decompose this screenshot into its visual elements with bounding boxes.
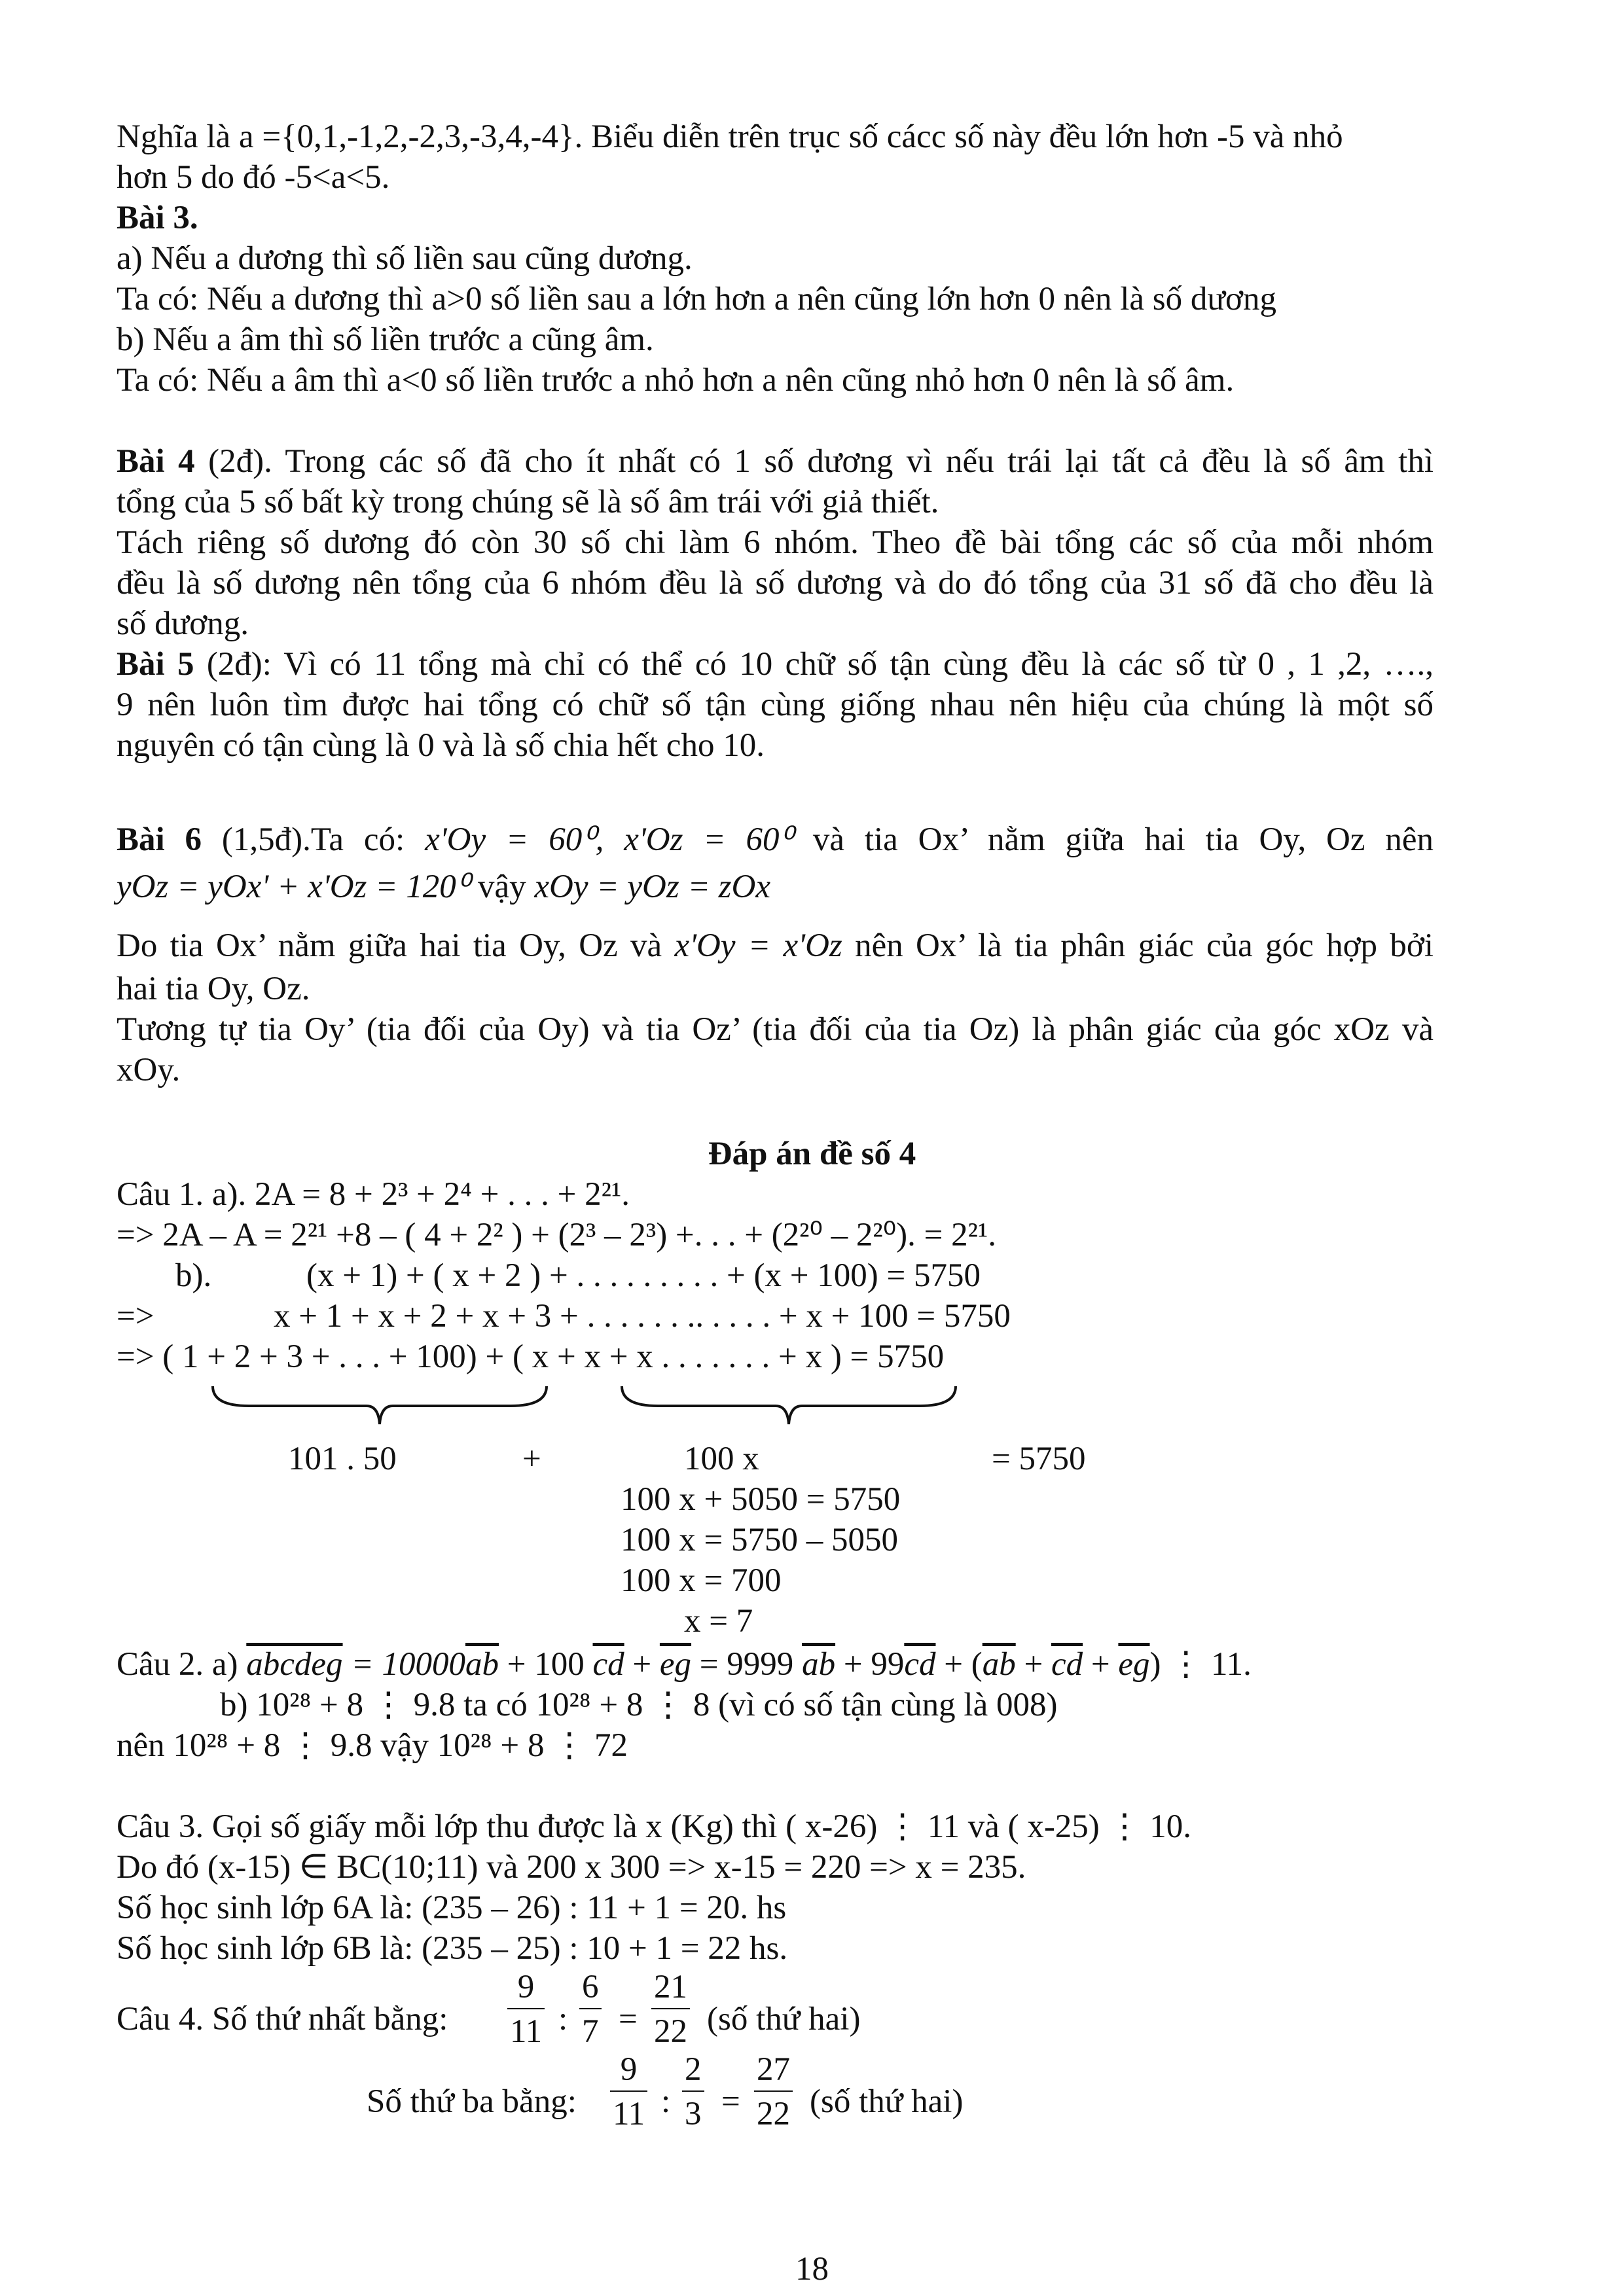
- text-line: xOy.: [117, 1052, 181, 1088]
- text-span: nên Ox’ là tia phân giác của góc hợp bởi: [842, 927, 1434, 964]
- numerator: 2: [682, 2051, 704, 2092]
- fraction: [682, 2051, 704, 2132]
- text-line: Tách riêng số dương đó còn 30 số chi làm 6 nhóm. Theo đề bài tổng các số của mỗi nhóm: [117, 524, 1434, 561]
- equation-term: 101 . 50: [288, 1441, 397, 1477]
- numerator: 21: [651, 1969, 690, 2009]
- math-term: $\overline{ab}$: [465, 1646, 499, 1683]
- text-line: a) Nếu a dương thì số liền sau cũng dương.: [117, 240, 693, 277]
- fraction: [610, 2051, 647, 2132]
- text-span: Do tia Ox’ nằm giữa hai tia Oy, Oz và: [117, 927, 675, 964]
- text-span: (2đ): Vì có 11 tổng mà chỉ có thể có 10 chữ số tận cùng đều là các số từ 0 , 1 ,2, ….,: [194, 646, 1434, 683]
- fraction: [507, 1969, 545, 2050]
- equation-line: 100 x = 5750 – 5050: [621, 1522, 899, 1558]
- operator: :: [558, 2001, 568, 2037]
- math-term: $\overline{eg}$: [1118, 1646, 1150, 1683]
- math-term: + (: [935, 1646, 983, 1683]
- numerator: 6: [579, 1969, 602, 2009]
- text-line: Câu 1. a). 2A = 8 + 2³ + 2⁴ + . . . + 2²¹.: [117, 1176, 630, 1213]
- text-span: vậy: [469, 869, 535, 905]
- text-line: => 2A – A = 2²¹ +8 – ( 4 + 2² ) + (2³ – 2³) +. . . + (2²⁰ – 2²⁰). = 2²¹.: [117, 1217, 996, 1253]
- text-line: Do đó (x-15) ∈ BC(10;11) và 200 x 300 => x-15 = 220 => x = 235.: [117, 1849, 1026, 1886]
- equation-line: 100 x + 5050 = 5750: [621, 1481, 901, 1518]
- denominator: 11: [613, 2096, 645, 2133]
- underbrace-right: [619, 1382, 959, 1428]
- equation-line: => ( 1 + 2 + 3 + . . . + 100) + ( x + x + x . . . . . . . + x ) = 5750: [117, 1338, 945, 1375]
- numerator: 27: [754, 2051, 793, 2092]
- paragraph-line: [117, 821, 1434, 859]
- paragraph-line: [117, 442, 1434, 481]
- sub-label: b).: [175, 1257, 212, 1294]
- math-term: +: [1083, 1646, 1119, 1683]
- text-span: Câu 2. a): [117, 1646, 247, 1683]
- section-heading: Bài 4: [117, 443, 195, 480]
- arrow-text: =>: [117, 1298, 154, 1335]
- math-term: $\overline{ab}$: [802, 1646, 836, 1683]
- math-expression: yOz = yOx' + x'Oz = 120⁰: [117, 869, 470, 905]
- text-span: (số thứ hai): [707, 2001, 861, 2037]
- text-line: Số học sinh lớp 6B là: (235 – 25) : 10 + 1 = 22 hs.: [117, 1930, 788, 1967]
- paragraph-line: [117, 927, 1434, 965]
- math-term: + 100: [498, 1646, 593, 1683]
- text-line: b) Nếu a âm thì số liền trước a cũng âm.: [117, 321, 654, 358]
- text-line: [117, 868, 770, 906]
- text-line: tổng của 5 số bất kỳ trong chúng sẽ là số âm trái với giả thiết.: [117, 484, 939, 520]
- math-expression: x'Oy = 60⁰, x'Oz = 60⁰: [425, 821, 793, 858]
- math-term: $\overline{eg}$: [659, 1646, 692, 1683]
- denominator: 3: [685, 2096, 702, 2133]
- denominator: 22: [757, 2096, 790, 2133]
- answer-title: Đáp án đề số 4: [708, 1136, 916, 1172]
- math-term: = 9999: [691, 1646, 803, 1683]
- section-heading: Bài 6: [117, 821, 202, 858]
- equation-line: 100 x = 700: [621, 1562, 782, 1599]
- text-line: hơn 5 do đó -5<a<5.: [117, 159, 390, 196]
- equation-line: b) 10²⁸ + 8 ⋮ 9.8 ta có 10²⁸ + 8 ⋮ 8 (vì có số tận cùng là 008): [220, 1687, 1058, 1723]
- text-line: Nghĩa là a ={0,1,-1,2,-2,3,-3,4,-4}. Biểu diễn trên trục số cácc số này đều lớn hơn -5 và nhỏ: [117, 118, 1343, 155]
- math-term: +: [1015, 1646, 1051, 1683]
- math-term: $\overline{cd}$: [1051, 1646, 1083, 1683]
- equation-line: nên 10²⁸ + 8 ⋮ 9.8 vậy 10²⁸ + 8 ⋮ 72: [117, 1727, 628, 1764]
- equation-term: = 5750: [992, 1441, 1086, 1477]
- equation-line: (x + 1) + ( x + 2 ) + . . . . . . . . . + (x + 100) = 5750: [306, 1257, 981, 1294]
- text-line: số dương.: [117, 605, 249, 642]
- fraction: [754, 2051, 793, 2132]
- numerator: 9: [610, 2051, 647, 2092]
- math-term: ) ⋮ 11.: [1149, 1646, 1252, 1683]
- section-heading: Bài 5: [117, 646, 194, 683]
- text-line: Tương tự tia Oy’ (tia đối của Oy) và tia Oz’ (tia đối của tia Oz) là phân giác của góc xOz và: [117, 1011, 1434, 1048]
- text-span: và tia Ox’ nằm giữa hai tia Oy, Oz nên: [793, 821, 1434, 858]
- math-term: $\overline{ab}$: [982, 1646, 1016, 1683]
- math-term: $\overline{cd}$: [592, 1646, 624, 1683]
- text-line: đều là số dương nên tổng của 6 nhóm đều là số dương và do đó tổng của 31 số đã cho đều là: [117, 565, 1434, 601]
- math-expression: x'Oy = x'Oz: [674, 927, 842, 964]
- numerator: 9: [507, 1969, 545, 2009]
- fraction: [651, 1969, 690, 2050]
- page-number: 18: [795, 2251, 829, 2287]
- denominator: 22: [654, 2013, 687, 2051]
- fraction: [579, 1969, 602, 2050]
- operator: =: [721, 2083, 740, 2120]
- text-line: nguyên có tận cùng là 0 và là số chia hết cho 10.: [117, 727, 765, 764]
- section-heading: Bài 3.: [117, 200, 198, 236]
- equation-line: [117, 1645, 1252, 1684]
- text-line: Số thứ ba bằng:: [367, 2083, 577, 2120]
- math-term: $\overline{cd}$: [904, 1646, 936, 1683]
- underbrace-left: [209, 1382, 550, 1428]
- text-line: Số học sinh lớp 6A là: (235 – 26) : 11 + 1 = 20. hs: [117, 1890, 787, 1926]
- equation-term: 100 x: [684, 1441, 759, 1477]
- math-term: + 99: [835, 1646, 905, 1683]
- denominator: 11: [510, 2013, 543, 2051]
- math-term: +: [624, 1646, 660, 1683]
- text-line: 9 nên luôn tìm được hai tổng có chữ số tận cùng giống nhau nên hiệu của chúng là một số: [117, 687, 1434, 723]
- math-term: = 10000: [342, 1646, 465, 1683]
- text-line: hai tia Oy, Oz.: [117, 971, 310, 1007]
- equation-line: x = 7: [684, 1603, 753, 1640]
- text-span: (số thứ hai): [810, 2083, 964, 2120]
- text-line: Câu 3. Gọi số giấy mỗi lớp thu được là x (Kg) thì ( x-26) ⋮ 11 và ( x-25) ⋮ 10.: [117, 1808, 1192, 1845]
- equation-term: +: [522, 1441, 541, 1477]
- operator: :: [661, 2083, 671, 2120]
- text-line: Câu 4. Số thứ nhất bằng:: [117, 2001, 448, 2037]
- operator: =: [619, 2001, 638, 2037]
- equation-line: x + 1 + x + 2 + x + 3 + . . . . . . .. . . . . + x + 100 = 5750: [274, 1298, 1011, 1335]
- text-line: Ta có: Nếu a âm thì a<0 số liền trước a nhỏ hơn a nên cũng nhỏ hơn 0 nên là số âm.: [117, 362, 1235, 399]
- denominator: 7: [582, 2013, 599, 2051]
- math-expression: xOy = yOz = zOx: [534, 869, 770, 905]
- math-term: abcdeg: [246, 1646, 343, 1683]
- text-span: (2đ). Trong các số đã cho ít nhất có 1 số dương vì nếu trái lại tất cả đều là số âm thì: [194, 443, 1434, 480]
- text-line: Ta có: Nếu a dương thì a>0 số liền sau a lớn hơn a nên cũng lớn hơn 0 nên là số dương: [117, 281, 1276, 317]
- paragraph-line: [117, 645, 1434, 684]
- text-span: (1,5đ).Ta có:: [202, 821, 425, 858]
